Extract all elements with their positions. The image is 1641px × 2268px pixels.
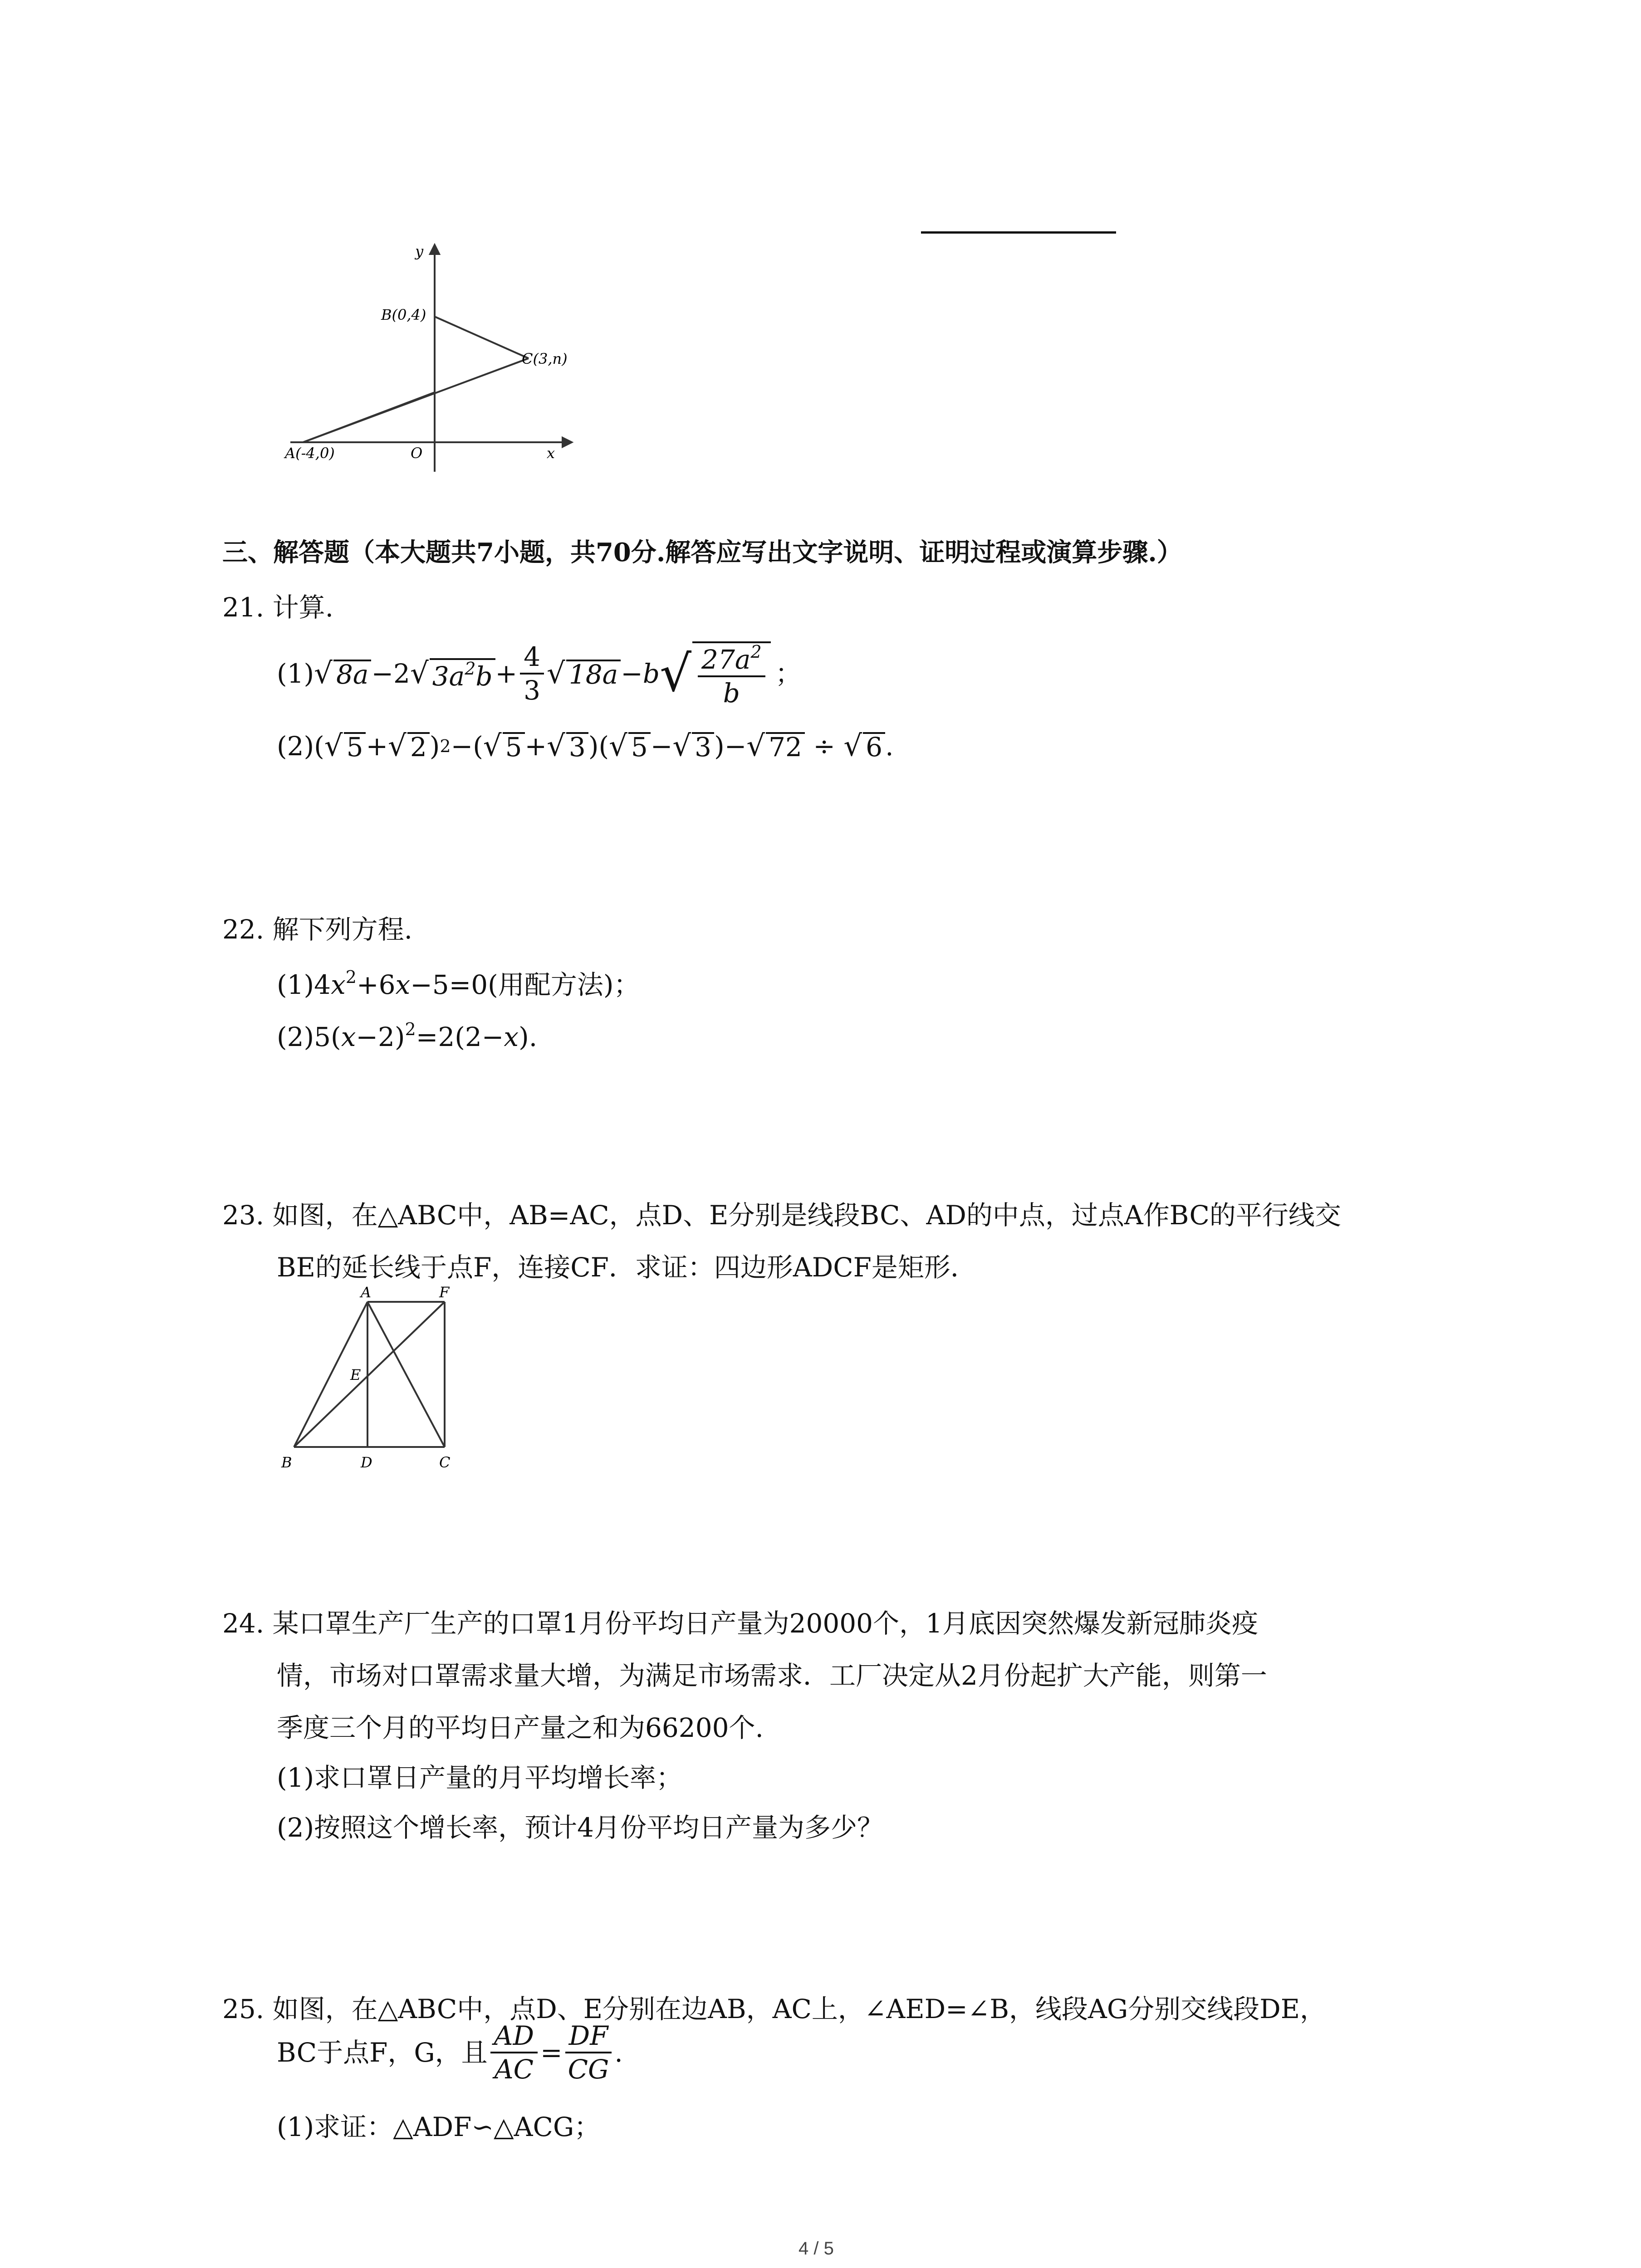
q21-p2-r5c: 5: [628, 732, 651, 760]
radical-sign: √: [547, 729, 565, 763]
q21-p2-r3: 3: [566, 732, 588, 760]
q21-p1-fraction: [520, 641, 544, 706]
q22-p1-x: x: [331, 969, 346, 1000]
q21-p1-root4-exp: 2: [750, 641, 762, 662]
origin-label: O: [411, 445, 423, 462]
q25-frac-df-cg: [565, 2020, 612, 2085]
q21-p2-plus: +: [366, 731, 388, 762]
q21-p2-minus-open: −(: [451, 731, 483, 762]
q21-stem: 21. 计算.: [222, 592, 334, 623]
q21-p1-frac-den: 3: [524, 675, 541, 706]
q25-line2-end: .: [614, 2037, 623, 2068]
q21-p1-root3: 18a: [566, 660, 621, 688]
q25-part1: (1)求证：△ADF∽△ACG；: [277, 2112, 601, 2142]
q21-p2-r2: 2: [407, 732, 430, 760]
radical-sign: √: [843, 729, 862, 763]
point-e-label: E: [350, 1366, 361, 1383]
q25-line2-text: BC于点F，G，且: [277, 2037, 488, 2068]
radical-sign: √: [314, 657, 333, 690]
q21-p1-root4-num: 27a: [701, 644, 751, 675]
y-axis-label: y: [415, 243, 424, 260]
q21-p2-r5: 5: [344, 732, 366, 760]
coordinate-figure: [272, 236, 590, 481]
q21-p2-plus2: +: [524, 731, 547, 762]
q21-p2-minus: −: [650, 731, 673, 762]
segment-ac: [303, 358, 529, 442]
q21-p2-label: (2)(: [277, 731, 324, 762]
radical-sign: √: [659, 645, 692, 703]
q24-line2: 情，市场对口罩需求量大增，为满足市场需求．工厂决定从2月份起扩大产能，则第一: [277, 1660, 1267, 1691]
q21-p2-div: ÷: [804, 731, 844, 762]
point-c-label: C(3,n): [522, 350, 568, 367]
q21-p1-root2-exp: 2: [465, 658, 476, 679]
q21-p2-r72: 72: [766, 732, 805, 760]
vertex-a-label: A: [361, 1284, 372, 1301]
rectangle-figure: [272, 1284, 481, 1483]
q22-p2-b: −2): [356, 1022, 405, 1052]
q21-p1-root4-den: b: [723, 677, 740, 709]
q21-p1-root2: [430, 658, 495, 692]
q21-p1-minus2: −2: [371, 658, 410, 689]
q23-line2: BE的延长线于点F，连接CF．求证：四边形ADCF是矩形．: [277, 1252, 977, 1283]
q21-p2-mid: )(: [588, 731, 609, 762]
radical-sign: √: [746, 729, 765, 763]
q21-p1-root2-b: b: [475, 660, 493, 692]
q21-p1-end: ；: [775, 658, 802, 689]
y-axis-arrow: [430, 245, 439, 254]
q21-p1-root2-base: 3a: [432, 660, 465, 692]
q21-p2-r6: 6: [863, 732, 885, 760]
point-b-label: B(0,4): [381, 306, 426, 323]
q25-frac-ad-ac: [490, 2020, 538, 2085]
q21-p2-exp: 2: [440, 736, 451, 756]
q24-line3: 季度三个月的平均日产量之和为66200个.: [277, 1712, 764, 1743]
q22-p1-x2: x: [395, 969, 411, 1000]
q22-part2: [277, 1021, 537, 1050]
q21-p2-r5b: 5: [503, 732, 525, 760]
q22-p1-b: +6: [356, 969, 396, 1000]
q21-p1-minus-b: −b: [621, 658, 660, 689]
q21-p2-r3b: 3: [692, 732, 714, 760]
vertex-b-label: B: [281, 1454, 292, 1471]
page-number: 4 / 5: [798, 2239, 834, 2258]
q22-p1-a: (1)4: [277, 969, 331, 1000]
q21-p1-label: (1): [277, 658, 314, 689]
section-heading: 三、解答题（本大题共7小题，共70分.解答应写出文字说明、证明过程或演算步骤.）: [222, 538, 1182, 567]
radical-sign: √: [609, 729, 627, 763]
q21-part1: [277, 631, 802, 717]
q22-p2-a: (2)5(: [277, 1022, 341, 1052]
q22-p2-exp: 2: [405, 1019, 416, 1039]
q25-frac2-den: CG: [568, 2054, 609, 2085]
q25-frac1-num: AD: [490, 2023, 538, 2053]
segment-bf: [294, 1302, 445, 1447]
q22-p2-d: ).: [519, 1022, 538, 1052]
q21-p1-root1: 8a: [333, 660, 371, 688]
q21-part2: [277, 728, 894, 764]
q24-part2: (2)按照这个增长率，预计4月份平均日产量为多少？: [277, 1812, 884, 1843]
radical-sign: √: [324, 729, 343, 763]
radical-sign: √: [672, 729, 691, 763]
q21-p1-root4-frac: [698, 641, 765, 709]
segment-ac: [367, 1302, 445, 1447]
q25-line1: 25. 如图，在△ABC中，点D、E分别在边AB，AC上，∠AED=∠B，线段AG分别交线段DE，: [222, 1994, 1327, 2024]
vertex-d-label: D: [361, 1454, 372, 1471]
q23-line1: 23. 如图，在△ABC中，AB=AC，点D、E分别是线段BC、AD的中点，过点A作BC的平行线交: [222, 1200, 1341, 1231]
q21-p1-root4: [692, 641, 771, 709]
q21-p1-frac-num: 4: [520, 644, 544, 675]
x-axis-arrow: [563, 438, 572, 447]
segment-bc: [435, 317, 529, 358]
q25-frac2-num: DF: [565, 2023, 612, 2053]
q21-p2-close: ): [429, 731, 440, 762]
q24-part1: (1)求口罩日产量的月平均增长率；: [277, 1762, 683, 1793]
q22-stem: 22. 解下列方程.: [222, 914, 413, 945]
q21-p2-close-minus: )−: [714, 731, 747, 762]
q22-p1-c: −5=0(用配方法)；: [410, 969, 640, 1000]
x-axis-label: x: [547, 445, 555, 462]
q22-p2-x: x: [341, 1022, 356, 1052]
radical-sign: √: [388, 729, 407, 763]
q25-line2: [277, 2019, 623, 2087]
answer-blank-line: [921, 231, 1116, 234]
q24-line1: 24. 某口罩生产厂生产的口罩1月份平均日产量为20000个，1月底因突然爆发新冠肺炎疫: [222, 1608, 1258, 1639]
radical-sign: √: [547, 657, 565, 690]
radical-sign: √: [410, 657, 429, 690]
point-a-label: A(-4,0): [285, 445, 335, 462]
vertex-c-label: C: [439, 1454, 451, 1471]
q21-p2-end: .: [885, 731, 894, 762]
q25-equals: =: [540, 2037, 563, 2068]
radical-sign: √: [483, 729, 502, 763]
q22-p1-exp: 2: [345, 967, 357, 987]
q22-part1: [277, 968, 640, 998]
q21-p1-plus: +: [495, 658, 518, 689]
vertex-f-label: F: [439, 1284, 450, 1301]
q22-p2-x2: x: [504, 1022, 519, 1052]
q25-frac1-den: AC: [494, 2054, 534, 2085]
q22-p2-c: =2(2−: [416, 1022, 504, 1052]
